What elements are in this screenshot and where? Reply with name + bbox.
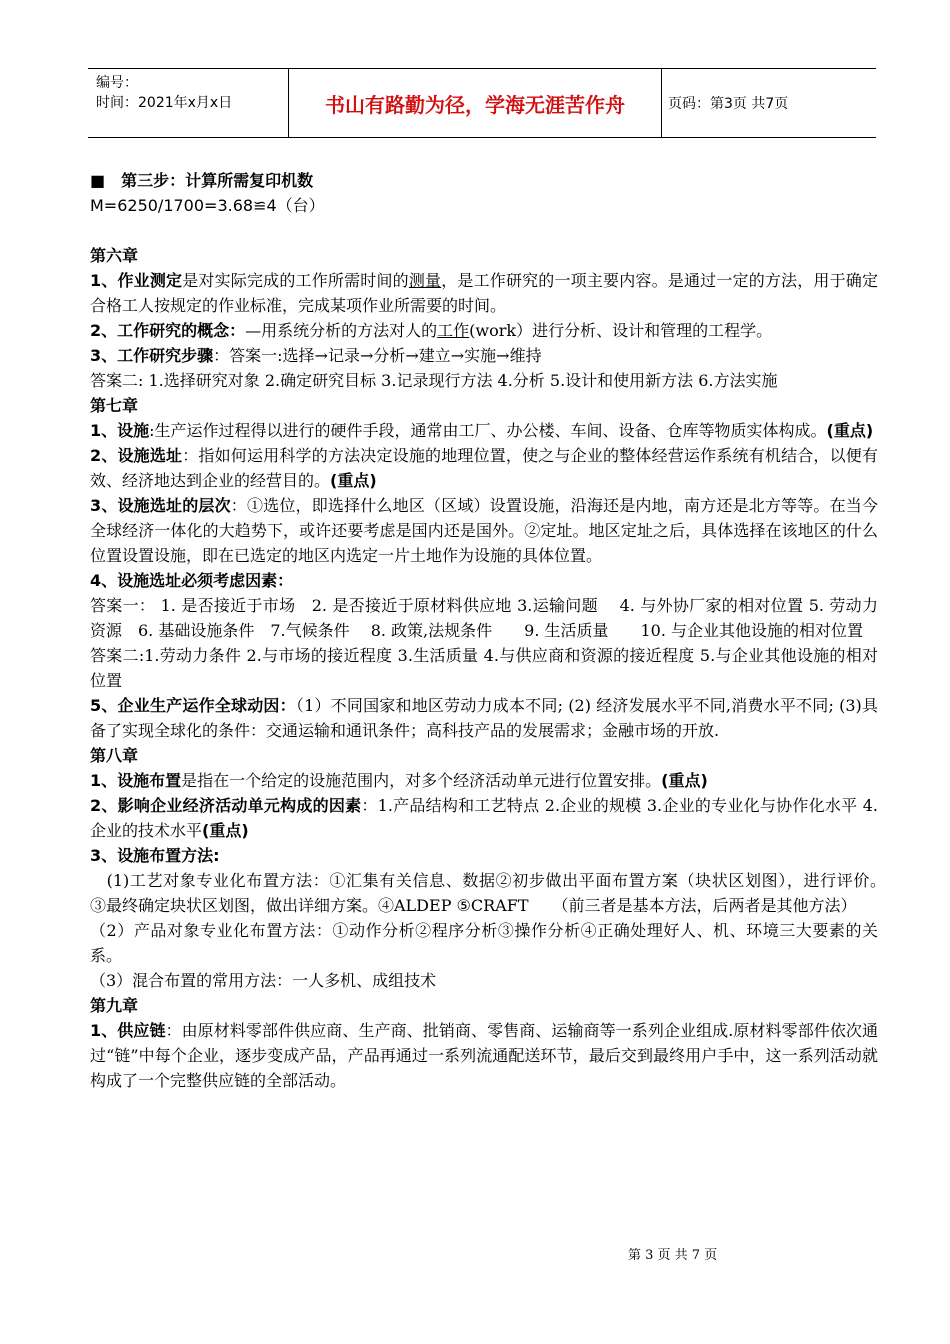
page-header <box>88 68 876 138</box>
ch7-item-5: 5、企业生产运作全球动因：（1）不同国家和地区劳动力成本不同; (2) 经济发展水平不同,消费水平不同; (3)具备了实现全球化的条件：交通运输和通讯条件；高科技产品的发展需求；金融市场的开放. <box>90 696 879 740</box>
chapter-6-heading: 第六章 <box>90 246 139 265</box>
header-page-label: 页码：第3页 共7页 <box>668 96 789 112</box>
page-footer: 第 3 页 共 7 页 <box>628 1248 718 1263</box>
ch8-item-3-heading: 3、设施布置方法: <box>90 846 220 865</box>
ch7-item-4-answer-1: 答案一： 1. 是否接近于市场 2. 是否接近于原材料供应地 3.运输问题 4. 与外协厂家的相对位置 5. 劳动力资源 6. 基础设施条件 7.气候条件 8. 政策,法规条件 9. 生活质量 10. 与企业其他设施的相对位置 <box>90 596 878 640</box>
header-motto: 书山有路勤为径，学海无涯苦作舟 <box>288 69 662 137</box>
document-number-label: 编号： <box>96 75 138 91</box>
document-body <box>90 168 895 1093</box>
header-meta <box>96 73 286 113</box>
ch7-item-4-answer-2: 答案二:1.劳动力条件 2.与市场的接近程度 3.生活质量 4.与供应商和资源的接近程度 5.与企业其他设施的相对位置 <box>90 646 878 690</box>
ch8-item-3-method-1: (1)工艺对象专业化布置方法：①汇集有关信息、数据②初步做出平面布置方案（块状区划图），进行评价。 ③最终确定块状区划图，做出详细方案。④ALDEP ⑤CRAFT （前三者是基本方法，后两者是其他方法） <box>90 871 895 915</box>
ch8-item-3-method-3: （3）混合布置的常用方法：一人多机、成组技术 <box>90 971 437 990</box>
ch6-item-1: 1、作业测定是对实际完成的工作所需时间的测量，是工作研究的一项主要内容。是通过一定的方法，用于确定合格工人按规定的作业标准，完成某项作业所需要的时间。 <box>90 271 878 315</box>
ch8-item-1: 1、设施布置是指在一个给定的设施范围内，对多个经济活动单元进行位置安排。(重点) <box>90 771 708 790</box>
copier-formula: M=6250/1700=3.68≌4（台） <box>90 196 325 215</box>
ch8-item-2: 2、影响企业经济活动单元构成的因素：1.产品结构和工艺特点 2.企业的规模 3.企业的专业化与协作化水平 4.企业的技术水平(重点) <box>90 796 878 840</box>
ch7-item-2: 2、设施选址：指如何运用科学的方法决定设施的地理位置，使之与企业的整体经营运作系统有机结合，以便有效、经济地达到企业的经营目的。(重点) <box>90 446 878 490</box>
ch8-item-3-method-2: （2）产品对象专业化布置方法：①动作分析②程序分析③操作分析④正确处理好人、机、环境三大要素的关系。 <box>90 921 878 965</box>
step3-heading: ■ 第三步：计算所需复印机数 <box>90 171 314 190</box>
chapter-8-heading: 第八章 <box>90 746 139 765</box>
ch7-item-1: 1、设施:生产运作过程得以进行的硬件手段，通常由工厂、办公楼、车间、设备、仓库等物质实体构成。(重点) <box>90 421 874 440</box>
ch7-item-3: 3、设施选址的层次：①选位，即选择什么地区（区域）设置设施，沿海还是内地，南方还是北方等等。在当今全球经济一体化的大趋势下，或许还要考虑是国内还是国外。②定址。地区定址之后，具体选择在该地区的什么位置设置设施，即在已选定的地区内选定一片土地作为设施的具体位置。 <box>90 496 878 565</box>
document-time-label: 时间：2021年x月x日 <box>96 95 233 111</box>
ch6-item-3-answer-2: 答案二: 1.选择研究对象 2.确定研究目标 3.记录现行方法 4.分析 5.设计和使用新方法 6.方法实施 <box>90 371 778 390</box>
ch6-item-3: 3、工作研究步骤：答案一:选择→记录→分析→建立→实施→维持 <box>90 346 542 365</box>
ch7-item-4-heading: 4、设施选址必须考虑因素： <box>90 571 294 590</box>
ch6-item-2: 2、工作研究的概念：—用系统分析的方法对人的工作(work）进行分析、设计和管理的工程学。 <box>90 321 773 340</box>
chapter-9-heading: 第九章 <box>90 996 139 1015</box>
ch9-item-1: 1、供应链：由原材料零部件供应商、生产商、批销商、零售商、运输商等一系列企业组成.原材料零部件依次通过“链”中每个企业，逐步变成产品，产品再通过一系列流通配送环节，最后交到最终用户手中，这一系列活动就构成了一个完整供应链的全部活动。 <box>90 1021 878 1090</box>
chapter-7-heading: 第七章 <box>90 396 139 415</box>
